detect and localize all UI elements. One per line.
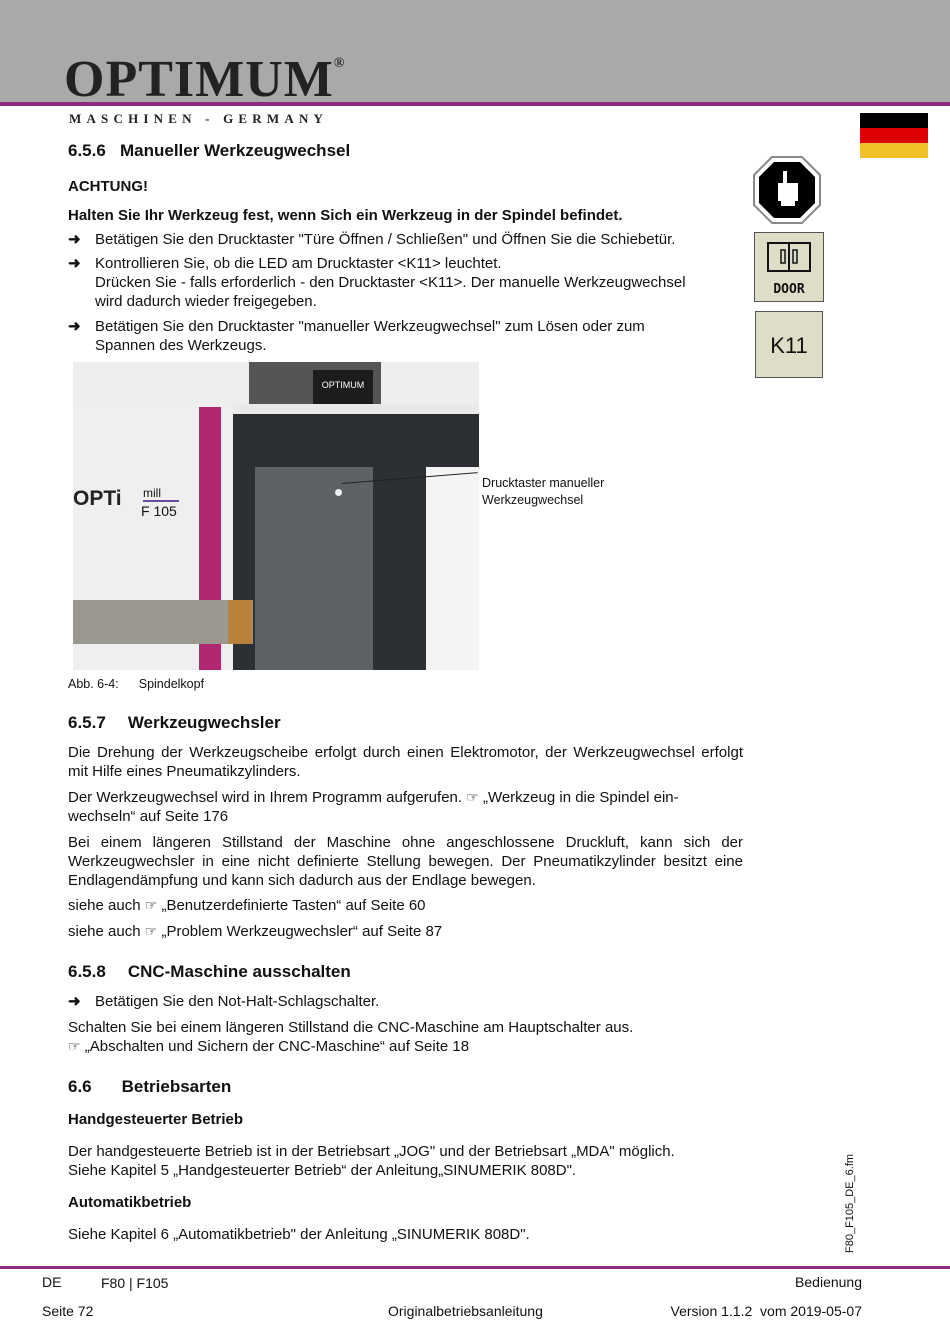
footer-section: Bedienung: [795, 1274, 862, 1290]
pointing-hand-icon: ☞: [68, 1038, 81, 1054]
brand-logo: OPTIMUM®: [64, 51, 346, 108]
section-heading-66: 6.6 Betriebsarten: [68, 1077, 232, 1096]
paragraph: Der handgesteuerte Betrieb ist in der Betriebsart „JOG" und der Betriebsart „MDA" möglich. Siehe Kapitel 5 „Handgesteuerter Betrieb“ der Anleitung„SINUMERIK 808D".: [68, 1143, 675, 1179]
photo-model: F 105: [141, 503, 177, 519]
footer-page: Seite 72: [42, 1303, 94, 1319]
section-heading-658: 6.5.8 CNC-Maschine ausschalten: [68, 962, 351, 981]
paragraph: Die Drehung der Werkzeugscheibe erfolgt durch einen Elektromotor, der Werkzeugwechsel erfolgt mit Hilfe eines Pneumatikzylinders.: [68, 744, 743, 780]
arrow-icon: ➜: [68, 255, 81, 272]
callout-label: Drucktaster manueller Werkzeugwechsel: [482, 476, 605, 507]
crossref-link[interactable]: „Abschalten und Sichern der CNC-Maschine“ auf Seite 18: [84, 1038, 470, 1055]
crossref-link[interactable]: „Problem Werkzeugwechsler“ auf Seite 87: [161, 923, 443, 940]
pointing-hand-icon: ☞: [466, 789, 479, 805]
photo-opti: OPTi: [73, 487, 122, 510]
door-button-icon: [754, 232, 824, 302]
photo-brand: OPTIMUM: [313, 370, 373, 408]
step: ➜ Betätigen Sie den Not-Halt-Schlagschalter.: [68, 993, 380, 1010]
german-flag-icon: [860, 113, 928, 158]
warning-text: Halten Sie Ihr Werkzeug fest, wenn Sich ein Werkzeug in der Spindel befindet.: [68, 207, 623, 224]
footer-lang: DE: [42, 1274, 62, 1290]
section-heading-657: 6.5.7 Werkzeugwechsler: [68, 713, 281, 732]
file-name: F80_F105_DE_6.fm: [844, 1153, 856, 1253]
subheading: Automatikbetrieb: [68, 1194, 192, 1211]
pointing-hand-icon: ☞: [144, 897, 158, 913]
step-1: ➜ Betätigen Sie den Drucktaster "Türe Öffnen / Schließen" und Öffnen Sie die Schiebetür.: [68, 231, 676, 248]
crossref-link[interactable]: „Werkzeug in die Spindel ein- wechseln“ auf Seite 176: [68, 789, 679, 825]
paragraph: Bei einem längeren Stillstand der Maschine ohne angeschlossene Druckluft, kann sich der Werkzeugwechsler in eine nicht definierte Stellung bewegen. Der Pneumatikzylinder besitzt eine Endlagendämpfung und kann sich dadurch aus der Endlage bewegen.: [68, 834, 743, 889]
step-2: ➜ Kontrollieren Sie, ob die LED am Drucktaster <K11> leuchtet. Drücken Sie - falls erforderlich - den Drucktaster <K11>. Der manuelle Werkzeugwechsel wird dadurch wieder freigegeben.: [68, 255, 686, 310]
tool-change-button-in-photo: [335, 489, 342, 496]
footer-doc: Originalbetriebsanleitung: [388, 1303, 543, 1319]
footer-divider: [0, 1266, 950, 1269]
section-heading-656: 6.5.6 Manueller Werkzeugwechsel: [68, 141, 351, 160]
step-3: ➜ Betätigen Sie den Drucktaster "manueller Werkzeugwechsel" zum Lösen oder zum Spannen des Werkzeugs.: [68, 318, 645, 354]
subheading: Handgesteuerter Betrieb: [68, 1111, 244, 1128]
pointing-hand-icon: ☞: [144, 923, 158, 939]
arrow-icon: ➜: [68, 993, 81, 1010]
achtung-label: ACHTUNG!: [68, 178, 148, 195]
arrow-icon: ➜: [68, 231, 81, 248]
footer-version: Version 1.1.2 vom 2019-05-07: [670, 1303, 862, 1319]
arrow-icon: ➜: [68, 318, 81, 335]
paragraph-crossref: Der Werkzeugwechsel wird in Ihrem Programm aufgerufen. ☞ „Werkzeug in die Spindel ein- wechseln“ auf Seite 176: [68, 789, 679, 825]
brand-tagline: MASCHINEN - GERMANY: [69, 111, 329, 126]
crossref-link[interactable]: „Benutzerdefinierte Tasten“ auf Seite 60: [161, 897, 426, 914]
stop-hand-icon: [752, 155, 822, 225]
paragraph: Siehe Kapitel 6 „Automatikbetrieb" der Anleitung „SINUMERIK 808D".: [68, 1226, 530, 1243]
see-also-1: siehe auch ☞ „Benutzerdefinierte Tasten“ auf Seite 60: [68, 897, 426, 914]
footer-model: F80 | F105: [101, 1275, 169, 1291]
spindle-head-photo: OPTIMUM OPTi mill F 105: [73, 362, 479, 670]
figure-caption: Abb. 6-4: Spindelkopf: [68, 677, 205, 691]
k11-button-icon: K11: [755, 311, 823, 378]
see-also-2: siehe auch ☞ „Problem Werkzeugwechsler“ auf Seite 87: [68, 923, 443, 940]
paragraph: Schalten Sie bei einem längeren Stillstand die CNC-Maschine am Hauptschalter aus. ☞ „Abschalten und Sichern der CNC-Maschine“ auf Seite 18: [68, 1019, 634, 1055]
door-label: DOOR: [773, 282, 805, 297]
